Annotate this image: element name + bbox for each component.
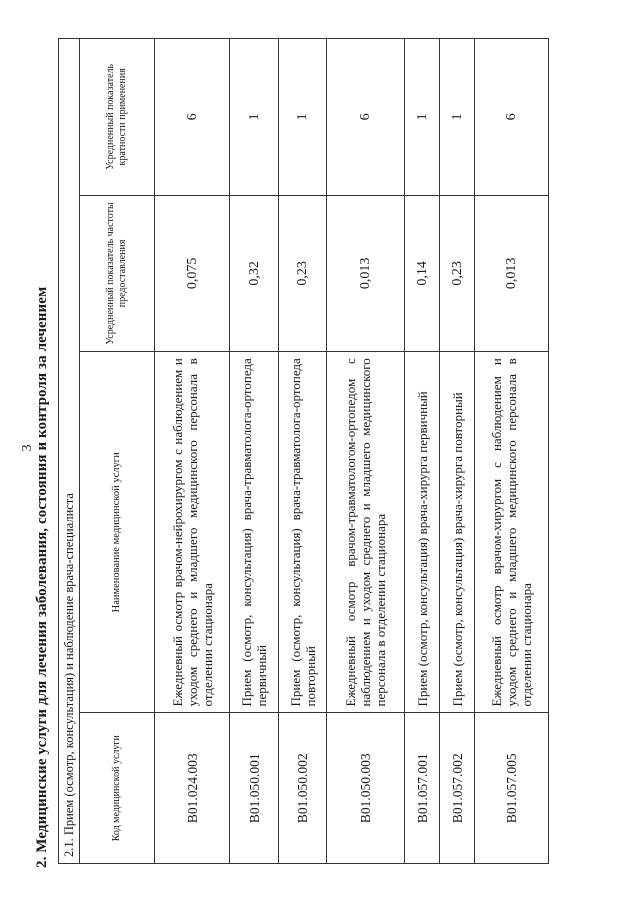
table-row [475,39,549,864]
row-code: B01.057.005 [475,713,549,864]
row-code: B01.057.002 [440,713,475,864]
header-name: Наименование медицинской услуги [80,352,155,713]
row-code: B01.057.001 [405,713,440,864]
header-multiplicity: Усредненный показатель кратности применения [80,39,155,196]
row-code: B01.050.001 [230,713,279,864]
section-heading: 2. Медицинские услуги для лечения заболевания, состояния и контроля за лечением [34,286,50,868]
row-multiplicity: 1 [279,39,327,196]
table-row [440,39,475,864]
row-code: B01.050.002 [279,713,327,864]
header-frequency: Усредненный показатель частоты предоставления [80,195,155,352]
row-multiplicity: 6 [327,39,405,196]
row-code: B01.050.003 [327,713,405,864]
row-multiplicity: 1 [230,39,279,196]
row-name: Ежедневный осмотр врачом-травматологом-ортопедом с наблюдением и уходом среднего и младшего медицинского персонала в отделении стационара [327,352,405,713]
page-number: 3 [20,444,35,452]
subheading-row [59,39,80,864]
row-frequency: 0,23 [440,195,475,352]
table-row [327,39,405,864]
row-frequency: 0,14 [405,195,440,352]
services-table [58,38,549,864]
table-row [279,39,327,864]
table-row [405,39,440,864]
row-multiplicity: 6 [475,39,549,196]
row-name: Прием (осмотр, консультация) врача-травматолога-ортопеда повторный [279,352,327,713]
row-name: Прием (осмотр, консультация) врача-травматолога-ортопеда первичный [230,352,279,713]
row-code: B01.024.003 [155,713,230,864]
rotated-page-content [28,32,628,872]
row-name: Прием (осмотр, консультация) врача-хирурга первичный [405,352,440,713]
row-name: Ежедневный осмотр врачом-нейрохирургом с наблюдением и уходом среднего и младшего медицинского персонала в отделении стационара [155,352,230,713]
table-row [155,39,230,864]
row-frequency: 0,32 [230,195,279,352]
row-multiplicity: 1 [440,39,475,196]
row-frequency: 0,23 [279,195,327,352]
row-frequency: 0,075 [155,195,230,352]
row-multiplicity: 1 [405,39,440,196]
row-frequency: 0,013 [327,195,405,352]
row-multiplicity: 6 [155,39,230,196]
subheading: 2.1. Прием (осмотр, консультация) и наблюдение врача-специалиста [59,39,80,864]
row-name: Ежедневный осмотр врачом-хирургом с наблюдением и уходом среднего и младшего медицинского персонала в отделении стационара [475,352,549,713]
row-name: Прием (осмотр, консультация) врача-хирурга повторный [440,352,475,713]
table-row [230,39,279,864]
header-row [80,39,155,864]
header-code: Код медицинской услуги [80,713,155,864]
row-frequency: 0,013 [475,195,549,352]
